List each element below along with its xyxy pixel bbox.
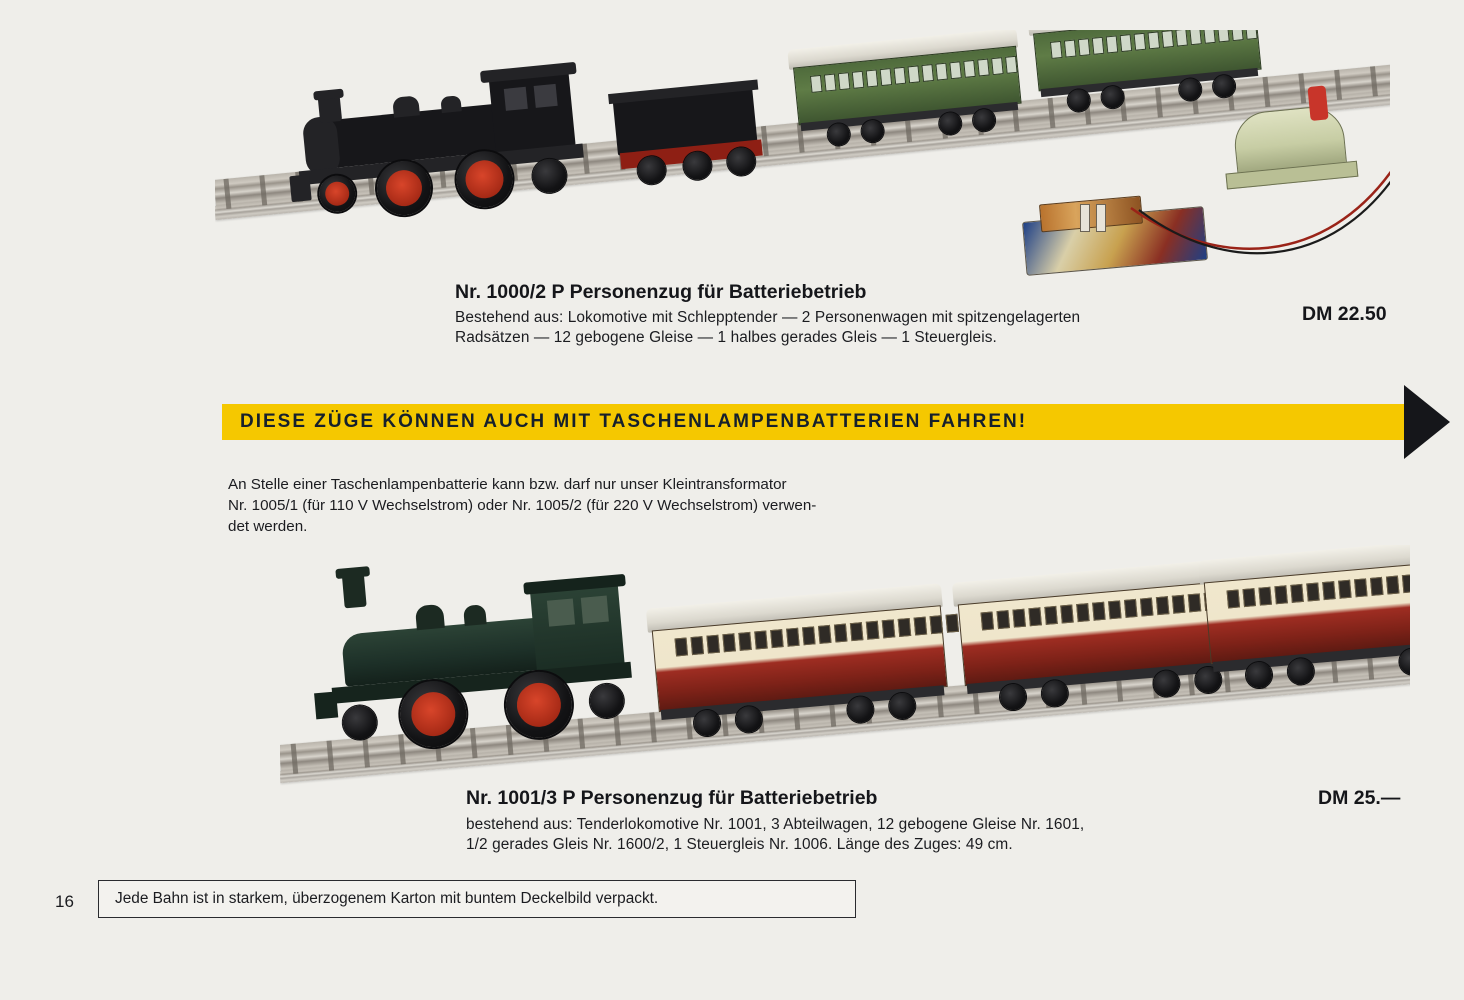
tender: [601, 50, 784, 206]
product-bottom-desc-line2: 1/2 gerades Gleis Nr. 1600/2, 1 Steuergleis Nr. 1006. Länge des Zuges: 49 cm.: [466, 836, 1013, 853]
cream-coach-1: [635, 545, 971, 771]
green-coach-1: [778, 30, 1043, 190]
note-line2: Nr. 1005/1 (für 110 V Wechselstrom) oder Nr. 1005/2 (für 220 V Wechselstrom) verwen-: [228, 497, 817, 514]
photo-train-1001-3p: [280, 545, 1410, 795]
note-line3: det werden.: [228, 518, 308, 535]
note-line1: An Stelle einer Taschenlampenbatterie kann bzw. darf nur unser Kleintransformator: [228, 476, 787, 493]
promo-banner-arrow: [1404, 385, 1450, 459]
product-top-title: Nr. 1000/2 P Personenzug für Batteriebetrieb: [455, 281, 867, 303]
page-number: 16: [55, 892, 74, 911]
promo-banner: [222, 404, 1426, 440]
promo-banner-text: DIESE ZÜGE KÖNNEN AUCH MIT TASCHENLAMPENBATTERIEN FAHREN!: [240, 411, 1028, 432]
product-bottom-title: Nr. 1001/3 P Personenzug für Batteriebetrieb: [466, 787, 878, 809]
product-top-desc-line2: Radsätzen — 12 gebogene Gleise — 1 halbes gerades Gleis — 1 Steuergleis.: [455, 329, 997, 346]
steam-locomotive: [270, 53, 623, 235]
product-bottom-desc-line1: bestehend aus: Tenderlokomotive Nr. 1001, 3 Abteilwagen, 12 gebogene Gleise Nr. 1601,: [466, 816, 1085, 833]
photo-train-1000-2p: [215, 30, 1390, 300]
footer-note-text: Jede Bahn ist in starkem, überzogenem Karton mit buntem Deckelbild verpackt.: [115, 890, 659, 907]
product-top-desc-line1: Bestehend aus: Lokomotive mit Schlepptender — 2 Personenwagen mit spitzengelagerten: [455, 309, 1081, 326]
footer-note: [98, 880, 856, 918]
battery-wires: [1095, 148, 1390, 288]
product-bottom-price: DM 25.—: [1318, 787, 1401, 809]
cream-coach-3: [1187, 545, 1410, 723]
product-top-price: DM 22.50: [1302, 303, 1387, 325]
tank-locomotive: [281, 545, 679, 785]
